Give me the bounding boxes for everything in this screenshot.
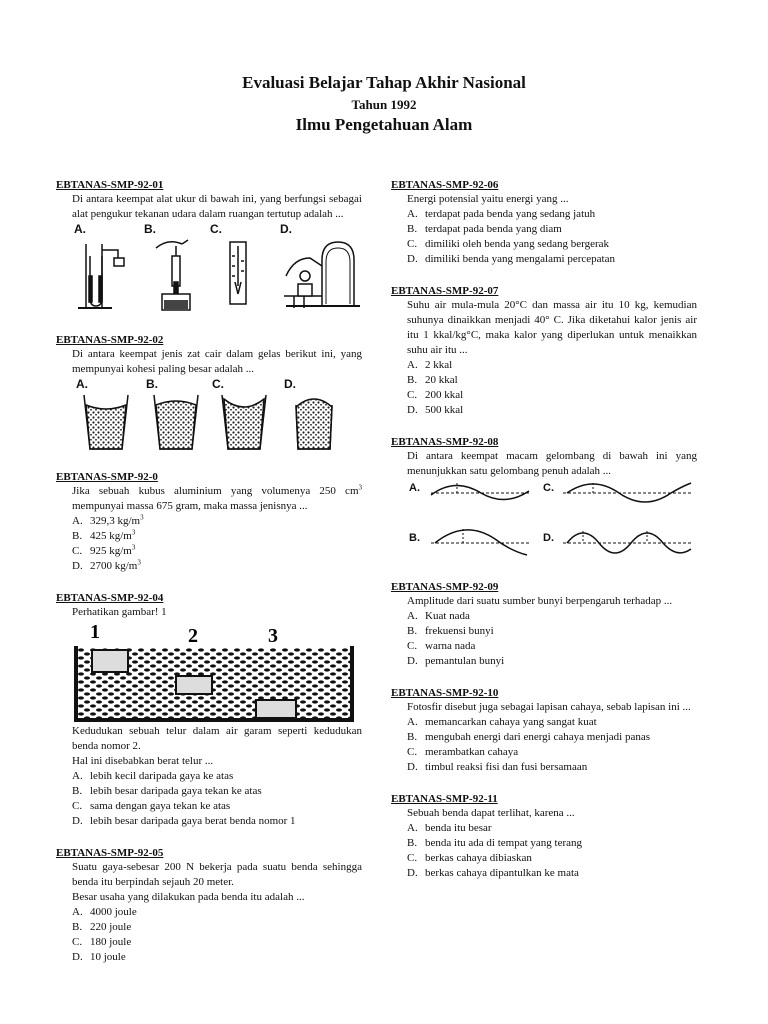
option-letter: B. — [72, 785, 83, 797]
option-text: frekuensi bunyi — [425, 625, 494, 637]
option-value: 329,3 kg/m — [90, 515, 141, 527]
question-07 — [391, 284, 697, 418]
answer-option — [407, 654, 697, 669]
option-text: sama dengan gaya tekan ke atas — [90, 800, 231, 812]
answer-option — [407, 388, 697, 403]
question-id: EBTANAS-SMP-92-07 — [391, 285, 499, 297]
option-letter: C. — [407, 238, 418, 250]
document-year: Tahun 1992 — [351, 97, 417, 112]
answer-option — [407, 715, 697, 730]
question-02 — [56, 333, 362, 453]
question-03 — [56, 470, 362, 574]
figure-label: C. — [543, 482, 554, 494]
wave-b-illustration — [431, 529, 529, 555]
superscript: 3 — [131, 543, 136, 552]
answer-option — [72, 905, 362, 920]
waves-figure — [407, 479, 697, 563]
option-text: 220 joule — [90, 921, 132, 933]
answer-option — [407, 373, 697, 388]
figure-labels — [72, 222, 362, 236]
answer-option — [72, 950, 362, 965]
option-letter: D. — [407, 655, 418, 667]
question-text: Di antara keempat macam gelombang di bawah ini yang menunjukkan satu gelombang penuh adalah ... — [407, 450, 697, 477]
pump-b-illustration — [156, 240, 190, 310]
answer-option — [407, 851, 697, 866]
superscript: 3 — [131, 528, 136, 537]
question-text-part: mempunyai massa 675 gram, maka massa jenisnya ... — [72, 500, 308, 512]
option-letter: B. — [407, 374, 418, 386]
answer-option — [407, 624, 697, 639]
question-id: EBTANAS-SMP-92-02 — [56, 334, 164, 346]
option-text: terdapat pada benda yang sedang jatuh — [425, 208, 596, 220]
option-text: 2 kkal — [425, 359, 453, 371]
answer-option — [72, 514, 362, 529]
option-text: 200 kkal — [425, 389, 464, 401]
option-letter: B. — [407, 837, 418, 849]
answer-options — [56, 514, 362, 574]
answer-option — [407, 745, 697, 760]
object-number-label: 1 — [90, 621, 100, 643]
option-text: lebih besar daripada gaya tekan ke atas — [90, 785, 262, 797]
option-text: merambatkan cahaya — [425, 746, 519, 758]
answer-option — [407, 760, 697, 775]
option-letter: C. — [407, 640, 418, 652]
option-letter: A. — [407, 359, 418, 371]
option-letter: D. — [407, 761, 418, 773]
question-text — [72, 484, 362, 514]
barometer-c-illustration — [230, 242, 246, 304]
option-text: memancarkan cahaya yang sangat kuat — [425, 716, 597, 728]
question-11 — [391, 792, 697, 881]
option-letter: A. — [407, 822, 418, 834]
option-text: 4000 joule — [90, 906, 137, 918]
answer-option — [407, 403, 697, 418]
option-letter: D. — [407, 404, 418, 416]
question-01 — [56, 178, 362, 316]
answer-option — [72, 559, 362, 574]
option-letter: A. — [72, 515, 83, 527]
option-letter: A. — [407, 610, 418, 622]
wave-d-illustration — [563, 531, 693, 553]
option-letter: C. — [407, 746, 418, 758]
superscript: 3 — [137, 558, 141, 567]
answer-options — [56, 905, 362, 965]
superscript: 3 — [358, 483, 362, 492]
option-text: mengubah energi dari energi cahaya menjadi panas — [425, 731, 651, 743]
answer-option — [407, 730, 697, 745]
document-header — [0, 72, 768, 136]
suspended-object-2 — [176, 676, 212, 694]
option-letter: D. — [72, 560, 83, 572]
answer-option — [72, 799, 362, 814]
answer-option — [72, 529, 362, 544]
option-letter: C. — [407, 852, 418, 864]
answer-option — [72, 814, 362, 829]
answer-option — [407, 237, 697, 252]
question-id: EBTANAS-SMP-92-09 — [391, 581, 499, 593]
option-letter: D. — [72, 951, 83, 963]
question-09 — [391, 580, 697, 669]
option-text: lebih kecil daripada gaya ke atas — [90, 770, 234, 782]
liquid-glasses-figure — [72, 391, 362, 453]
answer-options — [391, 358, 697, 418]
answer-option — [407, 358, 697, 373]
figure-label: B. — [146, 377, 158, 391]
pressure-instruments-figure — [72, 236, 362, 316]
question-text: Besar usaha yang dilakukan pada benda itu adalah ... — [72, 891, 305, 903]
option-text: 500 kkal — [425, 404, 464, 416]
option-letter: A. — [72, 770, 83, 782]
option-text: 10 joule — [90, 951, 126, 963]
question-text: Amplitude dari suatu sumber bunyi berpengaruh terhadap ... — [407, 595, 673, 607]
question-10 — [391, 686, 697, 775]
question-id: EBTANAS-SMP-92-01 — [56, 179, 164, 191]
left-column — [56, 178, 362, 982]
answer-option — [407, 639, 697, 654]
question-text: Kedudukan sebuah telur dalam air garam seperti kedudukan benda nomor 2. — [72, 725, 362, 752]
question-text: Di antara keempat jenis zat cair dalam gelas berikut ini, yang mempunyai kohesi paling besar adalah ... — [72, 348, 362, 375]
question-text: Fotosfir disebut juga sebagai lapisan cahaya, sebab lapisan ini ... — [407, 701, 691, 713]
answer-option — [407, 821, 697, 836]
answer-option — [72, 544, 362, 559]
option-text — [90, 544, 135, 559]
glass-b-illustration — [154, 395, 198, 449]
answer-option — [407, 252, 697, 267]
option-text: Kuat nada — [425, 610, 470, 622]
question-intro: Perhatikan gambar! 1 — [72, 606, 167, 618]
question-text: Suhu air mula-mula 20°C dan massa air itu 10 kg, kemudian suhunya dinaikkan menjadi 40° C. Jika diketahui kalor jenis air itu 1 kkal/kg°C, maka kalor yang diperlukan untuk menaikkan suhu air itu ... — [407, 299, 697, 356]
document-subject: Ilmu Pengetahuan Alam — [295, 115, 473, 134]
option-text: benda itu besar — [425, 822, 492, 834]
superscript: 3 — [140, 513, 144, 522]
question-text: Suatu gaya-sebesar 200 N bekerja pada suatu benda sehingga benda itu berpindah sejauh 20 meter. — [72, 861, 362, 888]
question-id: EBTANAS-SMP-92-04 — [56, 592, 164, 604]
option-text: 20 kkal — [425, 374, 458, 386]
figure-label: D. — [280, 222, 292, 236]
wave-c-illustration — [563, 483, 693, 502]
buoyancy-tank-figure — [72, 620, 362, 724]
answer-option — [407, 836, 697, 851]
right-column — [391, 178, 697, 898]
question-08 — [391, 435, 697, 563]
option-value: 2700 kg/m — [90, 560, 138, 572]
option-value: 425 kg/m — [90, 530, 132, 542]
option-text: berkas cahaya dipantulkan ke mata — [425, 867, 579, 879]
figure-label: B. — [144, 222, 156, 236]
question-text: Hal ini disebabkan berat telur ... — [72, 755, 214, 767]
question-id: EBTANAS-SMP-92-11 — [391, 793, 498, 805]
option-letter: D. — [407, 253, 418, 265]
option-letter: C. — [72, 936, 83, 948]
document-title: Evaluasi Belajar Tahap Akhir Nasional — [242, 73, 526, 92]
question-06 — [391, 178, 697, 267]
question-id: EBTANAS-SMP-92-06 — [391, 179, 499, 191]
question-id: EBTANAS-SMP-92-0 — [56, 471, 158, 483]
wave-a-illustration — [431, 483, 529, 500]
option-text: dimiliki oleh benda yang sedang bergerak — [425, 238, 609, 250]
answer-option — [407, 207, 697, 222]
bell-jar-d-illustration — [284, 242, 360, 308]
floating-object-1 — [92, 650, 128, 672]
question-04 — [56, 591, 362, 829]
option-letter: D. — [72, 815, 83, 827]
answer-options — [391, 207, 697, 267]
answer-option — [72, 769, 362, 784]
glass-c-illustration — [222, 395, 266, 449]
option-text — [90, 529, 135, 544]
option-letter: A. — [407, 716, 418, 728]
figure-label: A. — [74, 222, 86, 236]
option-letter: C. — [72, 545, 83, 557]
question-text-part: Jika sebuah kubus aluminium yang volumenya 250 cm — [72, 485, 359, 497]
option-letter: B. — [72, 530, 83, 542]
answer-options — [391, 821, 697, 881]
option-letter: B. — [407, 223, 418, 235]
figure-label: C. — [210, 222, 222, 236]
option-letter: A. — [407, 208, 418, 220]
option-text — [90, 514, 144, 529]
question-text: Energi potensial yaitu energi yang ... — [407, 193, 569, 205]
question-text: Di antara keempat alat ukur di bawah ini, yang berfungsi sebagai alat pengukur tekanan udara dalam ruangan tertutup adalah ... — [72, 193, 362, 220]
option-letter: C. — [72, 800, 83, 812]
option-text: pemantulan bunyi — [425, 655, 505, 667]
option-text: lebih besar daripada gaya berat benda nomor 1 — [90, 815, 296, 827]
option-text: terdapat pada benda yang diam — [425, 223, 562, 235]
option-text: warna nada — [425, 640, 476, 652]
answer-option — [407, 609, 697, 624]
glass-d-illustration — [296, 399, 332, 449]
answer-option — [407, 866, 697, 881]
option-letter: B. — [72, 921, 83, 933]
figure-label: D. — [543, 532, 554, 544]
figure-label: A. — [76, 377, 88, 391]
object-number-label: 2 — [188, 625, 198, 647]
answer-option — [72, 784, 362, 799]
figure-labels — [72, 377, 362, 391]
option-letter: C. — [407, 389, 418, 401]
answer-option — [72, 935, 362, 950]
question-id: EBTANAS-SMP-92-05 — [56, 847, 164, 859]
figure-label: D. — [284, 377, 296, 391]
answer-option — [72, 920, 362, 935]
manometer-a-illustration — [78, 244, 124, 308]
answer-option — [407, 222, 697, 237]
option-letter: B. — [407, 625, 418, 637]
figure-label: A. — [409, 482, 420, 494]
option-letter: B. — [407, 731, 418, 743]
option-text: 180 joule — [90, 936, 132, 948]
sunken-object-3 — [256, 700, 296, 718]
option-value: 925 kg/m — [90, 545, 132, 557]
option-text: berkas cahaya dibiaskan — [425, 852, 532, 864]
option-text: dimiliki benda yang mengalami percepatan — [425, 253, 615, 265]
option-letter: A. — [72, 906, 83, 918]
figure-label: B. — [409, 532, 420, 544]
option-text: benda itu ada di tempat yang terang — [425, 837, 582, 849]
figure-label: C. — [212, 377, 224, 391]
option-letter: D. — [407, 867, 418, 879]
question-id: EBTANAS-SMP-92-08 — [391, 436, 499, 448]
question-05 — [56, 846, 362, 965]
object-number-label: 3 — [268, 625, 278, 647]
question-text: Sebuah benda dapat terlihat, karena ... — [407, 807, 575, 819]
answer-options — [56, 769, 362, 829]
question-id: EBTANAS-SMP-92-10 — [391, 687, 499, 699]
answer-options — [391, 715, 697, 775]
option-text — [90, 559, 141, 574]
glass-a-illustration — [84, 395, 128, 449]
answer-options — [391, 609, 697, 669]
option-text: timbul reaksi fisi dan fusi bersamaan — [425, 761, 588, 773]
